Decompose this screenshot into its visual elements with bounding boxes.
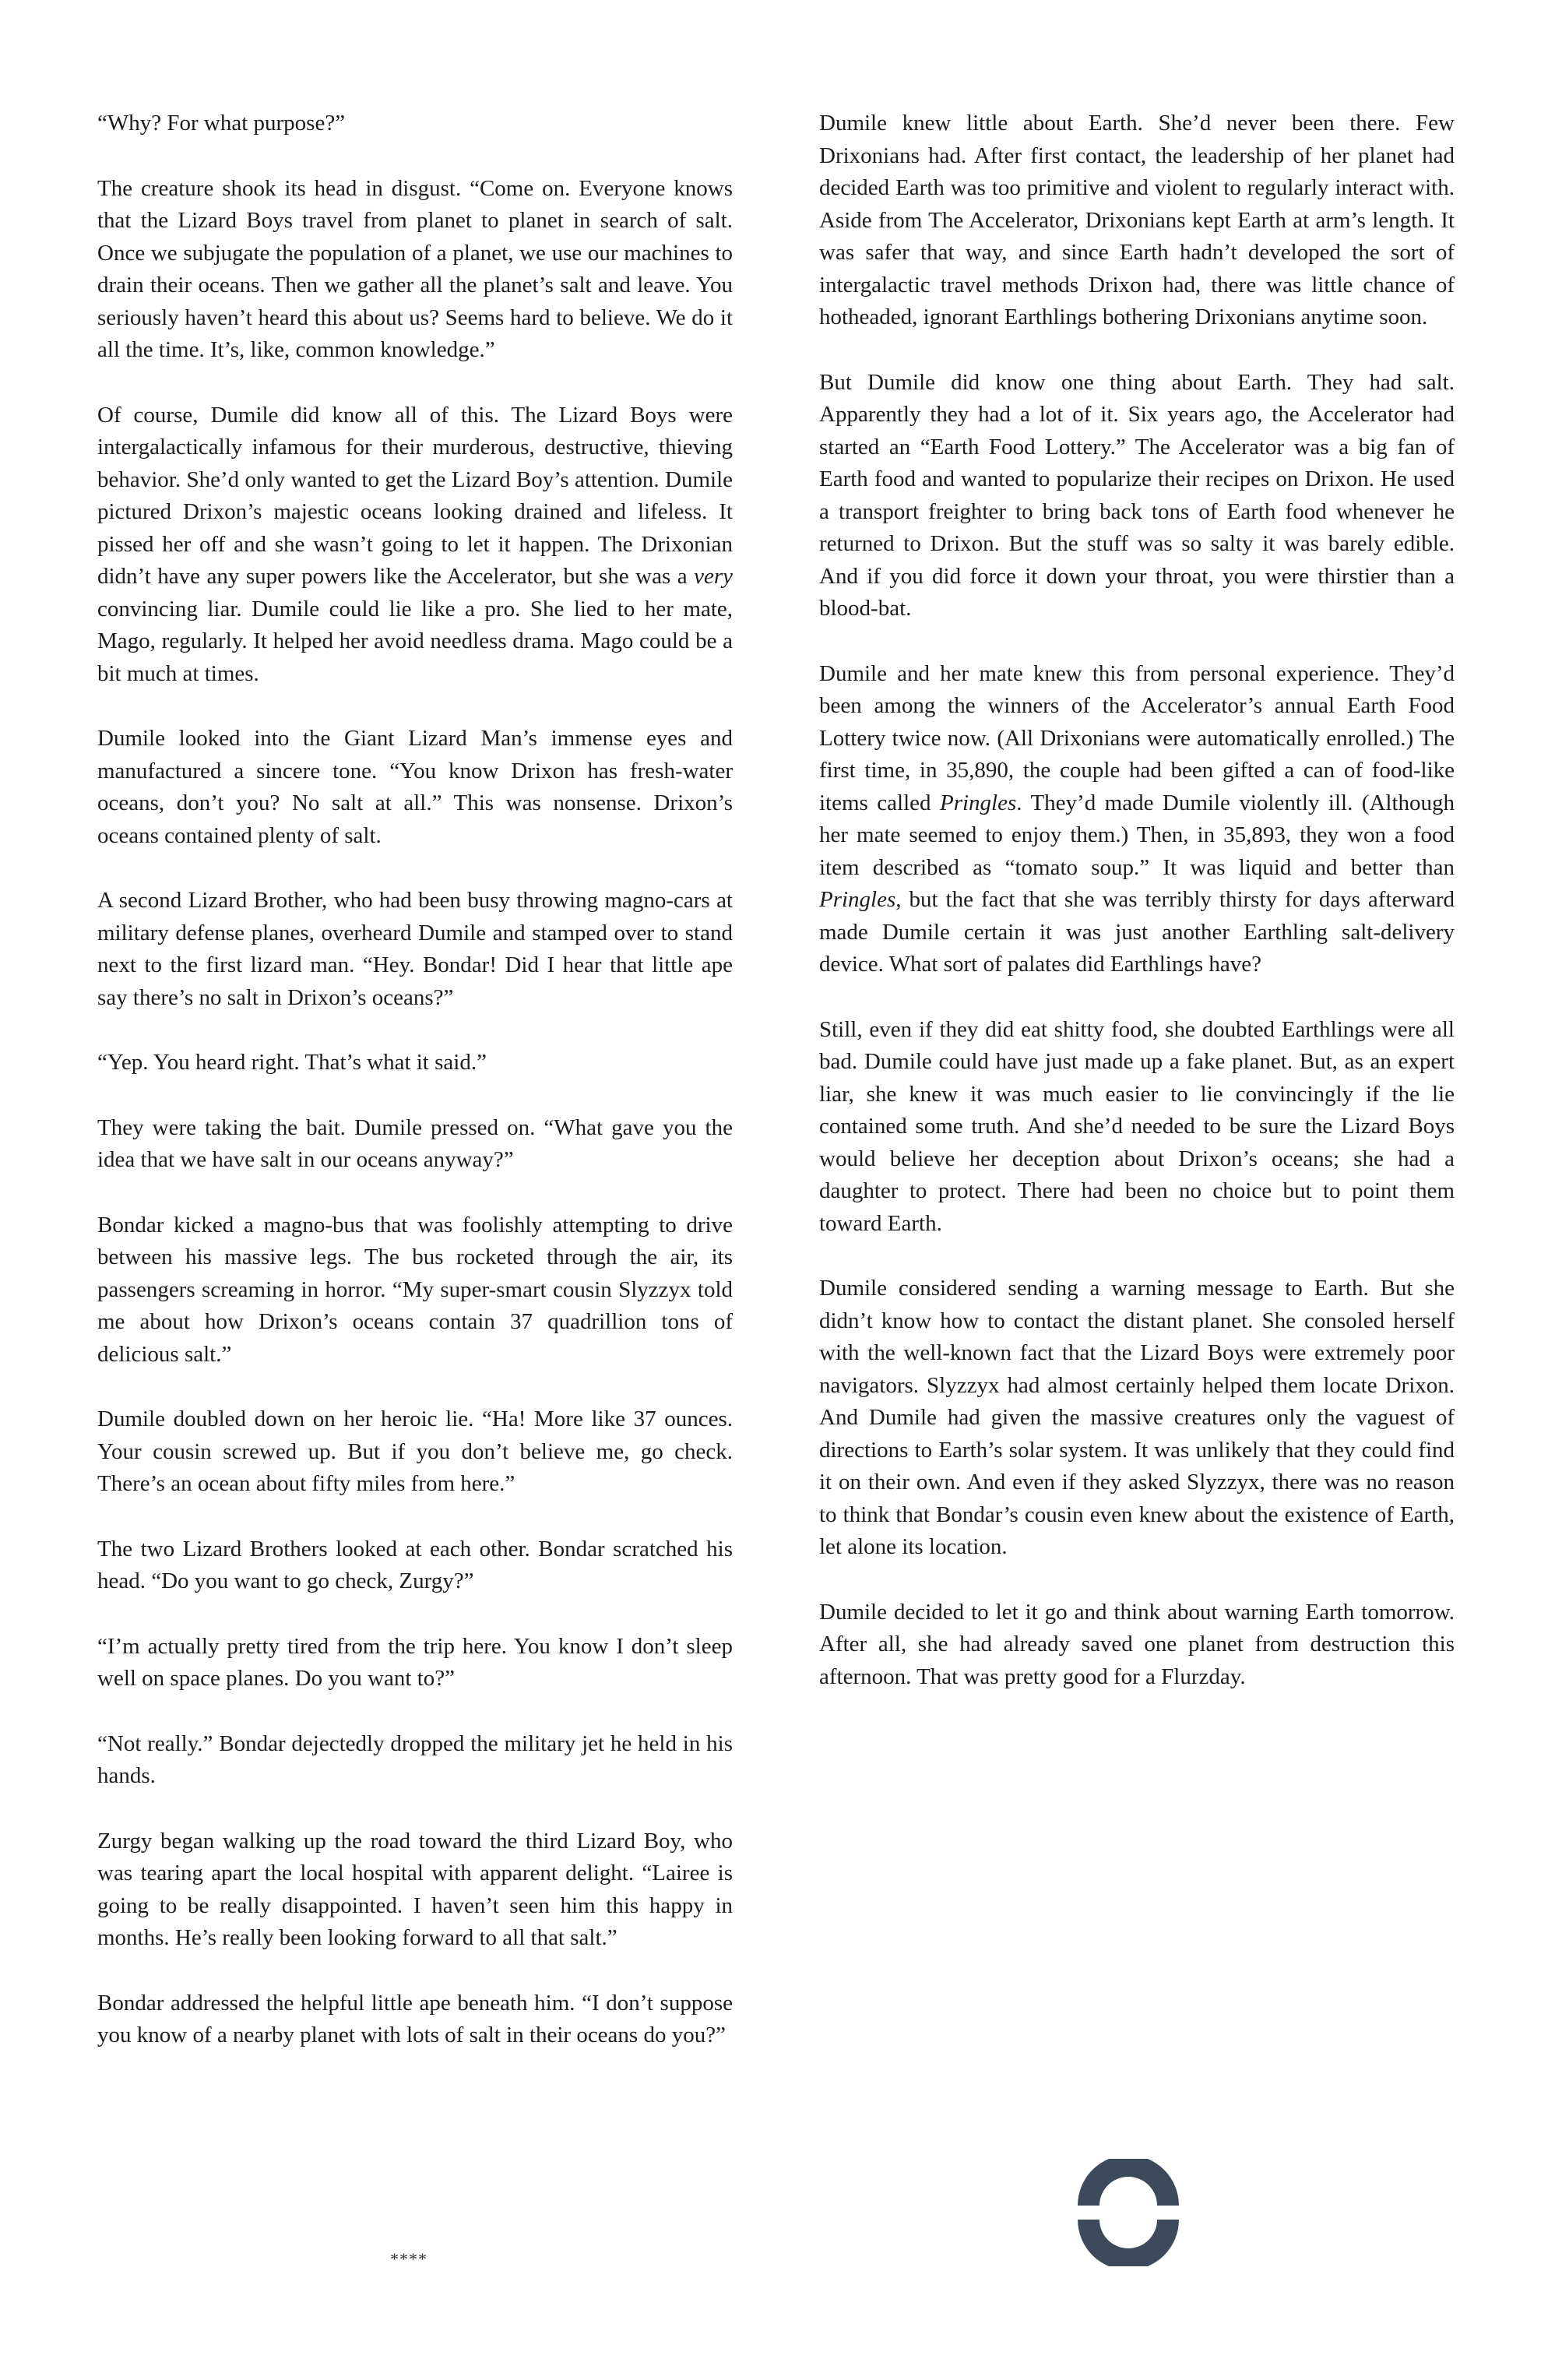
paragraph: Of course, Dumile did know all of this. The Lizard Boys were intergalactically infamous for their murderous, destructive, thieving behavior. She’d only wanted to get the Lizard Boy’s attention. Dumile pictured Drixon’s majestic oceans looking drained and lifeless. It pissed her off and she wasn’t going to let it happen. The Drixonian didn’t have any super powers like the Accelerator, but she was a very convincing liar. Dumile could lie like a pro. She lied to her mate, Mago, regularly. It helped her avoid needless drama. Mago could be a bit much at times. [97, 402, 733, 686]
paragraph: “Not really.” Bondar dejectedly dropped the military jet he held in his hands. [97, 1730, 733, 1788]
paragraph: Bondar kicked a magno-bus that was foolishly attempting to drive between his massive legs. The bus rocketed through the air, its passengers screaming in horror. “My super-smart cousin Slyzzyx told me about how Drixon’s oceans contain 37 quadrillion tons of delicious salt.” [97, 1212, 733, 1367]
paragraph: “I’m actually pretty tired from the trip here. You know I don’t sleep well on space planes. Do you want to?” [97, 1633, 733, 1691]
end-mark-bottom-arc [1078, 2220, 1179, 2266]
paragraph: Dumile considered sending a warning message to Earth. But she didn’t know how to contact the distant planet. She consoled herself with the well-known fact that the Lizard Boys were extremely poor navigators. Slyzzyx had almost certainly helped them locate Drixon. And Dumile had given the massive creatures only the vaguest of directions to Earth’s solar system. It was unlikely that they could find it on their own. And even if they asked Slyzzyx, there was no reason to think that Bondar’s cousin even knew about the existence of Earth, let alone its location. [819, 1276, 1455, 1559]
paragraph: Dumile decided to let it go and think about warning Earth tomorrow. After all, she had already saved one planet from destruction this afternoon. That was pretty good for a Flurzday. [819, 1599, 1455, 1689]
paragraph: Dumile knew little about Earth. She’d never been there. Few Drixonians had. After first contact, the leadership of her planet had decided Earth was too primitive and violent to regularly interact with. Aside from The Accelerator, Drixonians kept Earth at arm’s length. It was safer that way, and since Earth hadn’t developed the sort of intergalactic travel methods Drixon had, there was little chance of hotheaded, ignorant Earthlings bothering Drixonians anytime soon. [819, 111, 1455, 329]
paragraph: The two Lizard Brothers looked at each other. Bondar scratched his head. “Do you want to go check, Zurgy?” [97, 1536, 733, 1593]
paragraph: Zurgy began walking up the road toward the third Lizard Boy, who was tearing apart the local hospital with apparent delight. “Lairee is going to be really disappointed. I haven’t seen him this happy in months. He’s really been looking forward to all that salt.” [97, 1828, 733, 1950]
end-mark-icon-svg [1076, 2159, 1180, 2266]
right-column [819, 107, 1455, 1693]
paragraph: Dumile doubled down on her heroic lie. “Ha! More like 37 ounces. Your cousin screwed up. But if you don’t believe me, go check. There’s an ocean about fifty miles from here.” [97, 1407, 733, 1496]
paragraph: Bondar addressed the helpful little ape beneath him. “I don’t suppose you know of a nearby planet with lots of salt in their oceans do you?” [97, 1990, 733, 2047]
paragraph: The creature shook its head in disgust. “Come on. Everyone knows that the Lizard Boys travel from planet to planet in search of salt. Once we subjugate the population of a planet, we use our machines to drain their oceans. Then we gather all the planet’s salt and leave. You seriously haven’t heard this about us? Seems hard to believe. We do it all the time. It’s, like, common knowledge.” [97, 175, 733, 362]
paragraph: But Dumile did know one thing about Earth. They had salt. Apparently they had a lot of it. Six years ago, the Accelerator had started an “Earth Food Lottery.” The Accelerator was a big fan of Earth food and wanted to popularize their recipes on Drixon. He used a transport freighter to bring back tons of Earth food whenever he returned to Drixon. But the stuff was so salty it was barely edible. And if you did force it down your throat, you were thirstier than a blood-bat. [819, 369, 1455, 621]
paragraph: A second Lizard Brother, who had been busy throwing magno-cars at military defense planes, overheard Dumile and stamped over to stand next to the first lizard man. “Hey. Bondar! Did I hear that little ape say there’s no salt in Drixon’s oceans?” [97, 888, 733, 1010]
section-separator: **** [390, 2249, 427, 2269]
paragraph: “Why? For what purpose?” [97, 111, 346, 136]
paragraph: Dumile and her mate knew this from personal experience. They’d been among the winners of the Accelerator’s annual Earth Food Lottery twice now. (All Drixonians were automatically enrolled.) The first time, in 35,890, the couple had been gifted a can of food-like items called Pringles. They’d made Dumile violently ill. (Although her mate seemed to enjoy them.) Then, in 35,893, they won a food item described as “tomato soup.” It was liquid and better than Pringles, but the fact that she was terribly thirsty for days afterward made Dumile certain it was just another Earthling salt-delivery device. What sort of palates did Earthlings have? [819, 660, 1455, 977]
paragraph: “Yep. You heard right. That’s what it said.” [97, 1050, 487, 1075]
left-column [97, 107, 733, 2052]
paragraph: Still, even if they did eat shitty food, she doubted Earthlings were all bad. Dumile could have just made up a fake planet. But, as an expert liar, she knew it was much easier to lie convincingly if the lie contained some truth. And she’d needed to be sure the Lizard Boys would believe her deception about Drixon’s oceans; she had a daughter to protect. There had been no choice but to point them toward Earth. [819, 1016, 1455, 1236]
paragraph: Dumile looked into the Giant Lizard Man’s immense eyes and manufactured a sincere tone. “You know Drixon has fresh-water oceans, don’t you? No salt at all.” This was nonsense. Drixon’s oceans contained plenty of salt. [97, 726, 733, 848]
paragraph: They were taking the bait. Dumile pressed on. “What gave you the idea that we have salt in our oceans anyway?” [97, 1114, 733, 1172]
end-mark-icon [1076, 2159, 1180, 2266]
end-mark-top-arc [1078, 2159, 1179, 2206]
